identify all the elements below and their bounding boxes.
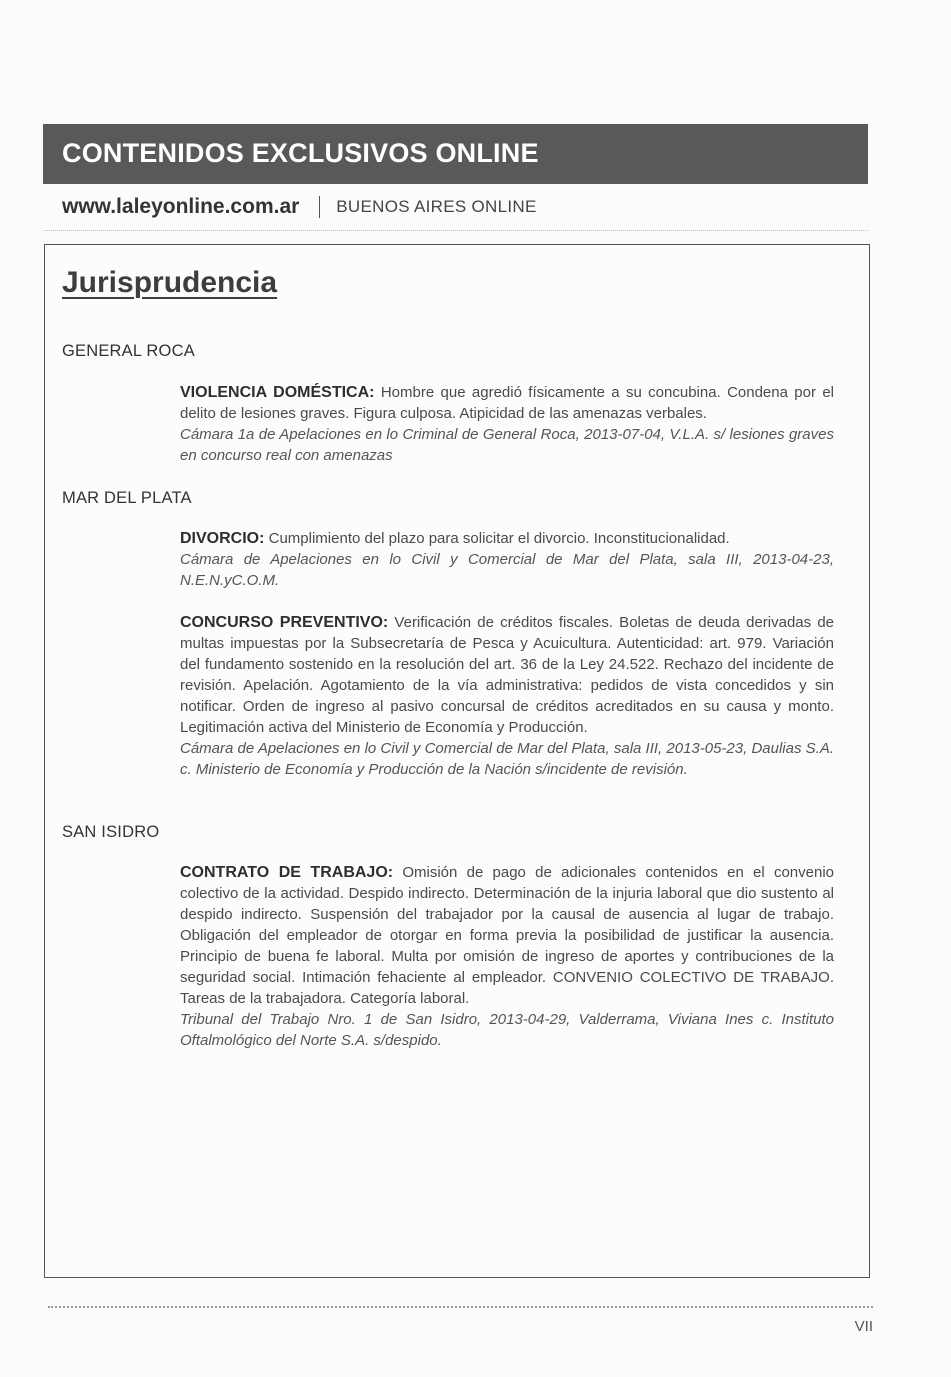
- url-line: [62, 193, 537, 221]
- case-citation: Cámara de Apelaciones en lo Civil y Comercial de Mar del Plata, sala III, 2013-04-23, N.E.N.yC.O.M.: [180, 551, 834, 589]
- case-citation: Cámara de Apelaciones en lo Civil y Comercial de Mar del Plata, sala III, 2013-05-23, Daulias S.A. c. Ministerio de Economía y Producción de la Nación s/incidente de revisión.: [180, 740, 834, 778]
- case-keyword: CONCURSO PREVENTIVO:: [180, 614, 389, 631]
- case-entry: [180, 382, 834, 466]
- case-keyword: CONTRATO DE TRABAJO:: [180, 864, 394, 881]
- case-summary: Hombre que agredió físicamente a su concubina. Condena por el delito de lesiones graves. Figura culposa. Atipicidad de las amenazas verbales.: [180, 384, 835, 422]
- section-name: BUENOS AIRES ONLINE: [336, 197, 537, 216]
- section-title: Jurisprudencia: [62, 266, 278, 299]
- case-summary: Omisión de pago de adicionales contenidos en el convenio colectivo de la actividad. Despido indirecto. Determinación de la injuria laboral que dio sustento al despido indirecto. Suspensión del trabajador por la causal de ausencia al lugar de trabajo. Obligación del empleador de otorgar en forma previa la posibilidad de justificar la ausencia. Principio de buena fe laboral. Multa por omisión de ingreso de aportes y contribuciones de la seguridad social. Intimación fehaciente al empleador. CONVENIO COLECTIVO DE TRABAJO. Tareas de la trabajadora. Categoría laboral.: [180, 864, 835, 1007]
- case-keyword: DIVORCIO:: [180, 530, 265, 547]
- case-entry: [180, 612, 834, 780]
- case-citation: Cámara 1a de Apelaciones en lo Criminal de General Roca, 2013-07-04, V.L.A. s/ lesiones graves en concurso real con amenazas: [180, 426, 834, 464]
- page-number: VII: [854, 1318, 873, 1335]
- top-divider: [43, 230, 868, 231]
- city-heading: SAN ISIDRO: [62, 823, 160, 841]
- site-url-link[interactable]: www.laleyonline.com.ar: [62, 195, 300, 218]
- case-entry: [180, 528, 834, 591]
- case-summary: Cumplimiento del plazo para solicitar el divorcio. Inconstitucionalidad.: [268, 530, 730, 547]
- header-title: CONTENIDOS EXCLUSIVOS ONLINE: [62, 138, 539, 168]
- city-heading: GENERAL ROCA: [62, 342, 195, 360]
- case-summary: Verificación de créditos fiscales. Boletas de deuda derivadas de multas impuestas por la Subsecretaría de Pesca y Acuicultura. Autenticidad: art. 979. Variación del fundamento sostenido en la resolución del art. 36 de la Ley 24.522. Rechazo del incidente de revisión. Apelación. Agotamiento de la vía administrativa: pedidos de vista concedidos y sin notificar. Orden de ingreso al pasivo concursal de créditos acreditados en su causa y monto. Legitimación activa del Ministerio de Economía y Producción.: [180, 614, 834, 736]
- bottom-divider: [48, 1306, 873, 1308]
- separator: [319, 196, 320, 218]
- case-keyword: VIOLENCIA DOMÉSTICA:: [180, 384, 375, 401]
- case-citation: Tribunal del Trabajo Nro. 1 de San Isidro, 2013-04-29, Valderrama, Viviana Ines c. Instituto Oftalmológico del Norte S.A. s/despido.: [180, 1011, 834, 1049]
- city-heading: MAR DEL PLATA: [62, 489, 192, 507]
- case-entry: [180, 862, 834, 1051]
